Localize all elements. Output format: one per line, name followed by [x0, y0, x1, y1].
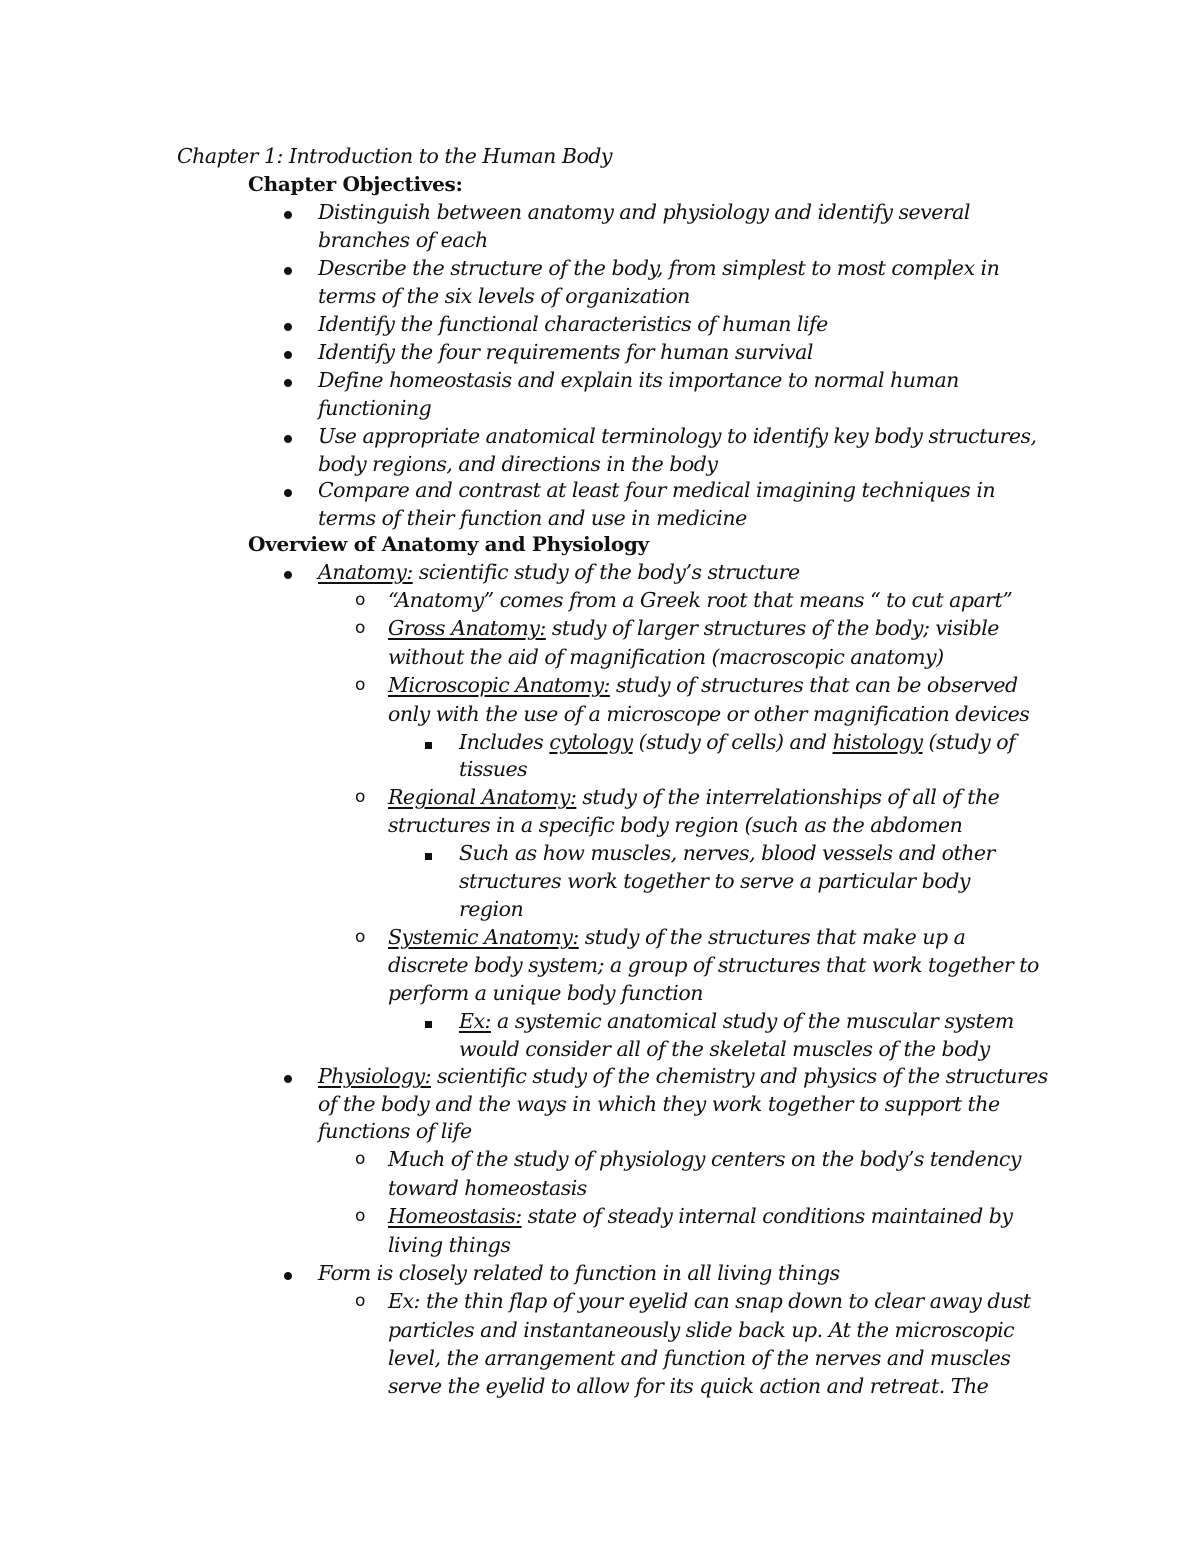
eyelid-example-line: particles and instantaneously slide back up. At the microscopic [388, 1318, 1015, 1342]
regional-anatomy-line: structures in a specific body region (such as the abdomen [388, 813, 963, 837]
objective-text: Describe the structure of the body, from simplest to most complex in [318, 256, 1000, 280]
sub-text: Includes [459, 730, 550, 754]
objective-text: Identify the functional characteristics of human life [318, 312, 828, 336]
microscopic-anatomy-line: only with the use of a microscope or other magnification devices [388, 702, 1030, 726]
definition-text: scientific study of the body’s structure [412, 560, 800, 584]
term-gross-anatomy: Gross Anatomy: [388, 616, 546, 640]
objective-text: terms of the six levels of organization [318, 284, 690, 308]
regional-sub-line: region [459, 897, 524, 921]
homeostasis-line [388, 1202, 1012, 1230]
objective-text: Distinguish between anatomy and physiology and identify several [318, 200, 970, 224]
sub-text: (study of cells) and [632, 730, 833, 754]
objective-text: body regions, and directions in the body [318, 452, 718, 476]
bullet-icon [284, 1062, 292, 1090]
bullet-icon [284, 366, 292, 394]
bullet-icon [284, 254, 292, 282]
eyelid-example-line: serve the eyelid to allow for its quick action and retreat. The [388, 1374, 989, 1398]
definition-text: study of structures that can be observed [609, 673, 1018, 697]
objectives-heading: Chapter Objectives: [248, 172, 463, 196]
circle-bullet-icon: o [355, 1206, 365, 1226]
bullet-icon [284, 310, 292, 338]
square-bullet-icon [425, 839, 432, 867]
bullet-icon [284, 422, 292, 450]
bullet-icon [284, 558, 292, 586]
eyelid-example-line: Ex: the thin flap of your eyelid can snap down to clear away dust [388, 1289, 1031, 1313]
term-regional-anatomy: Regional Anatomy: [388, 785, 577, 809]
bullet-icon [284, 198, 292, 226]
circle-bullet-icon: o [355, 675, 365, 695]
circle-bullet-icon: o [355, 927, 365, 947]
square-bullet-icon [425, 728, 432, 756]
objective-text: terms of their function and use in medicine [318, 506, 747, 530]
circle-bullet-icon: o [355, 1291, 365, 1311]
physiology-definition [318, 1062, 1048, 1090]
eyelid-example-line: level, the arrangement and function of the nerves and muscles [388, 1346, 1011, 1370]
objective-text: Compare and contrast at least four medical imagining techniques in [318, 478, 996, 502]
definition-text: state of steady internal conditions maintained by [521, 1204, 1013, 1228]
term-microscopic-anatomy: Microscopic Anatomy: [388, 673, 610, 697]
bullet-icon [284, 476, 292, 504]
greek-root-note: “Anatomy” comes from a Greek root that means “ to cut apart” [388, 588, 1013, 612]
objective-text: Define homeostasis and explain its importance to normal human [318, 368, 959, 392]
systemic-anatomy-line: discrete body system; a group of structures that work together to [388, 953, 1039, 977]
objective-text: Use appropriate anatomical terminology to identify key body structures, [318, 424, 1037, 448]
square-bullet-icon [425, 1007, 432, 1035]
example-text: a systemic anatomical study of the muscular system [490, 1009, 1014, 1033]
systemic-example-line [459, 1007, 1014, 1035]
form-function-line: Form is closely related to function in all living things [318, 1261, 840, 1285]
term-systemic-anatomy: Systemic Anatomy: [388, 925, 579, 949]
bullet-icon [284, 338, 292, 366]
page-title: Chapter 1: Introduction to the Human Body [177, 144, 612, 168]
objective-text: functioning [318, 396, 432, 420]
bullet-icon [284, 1259, 292, 1287]
regional-sub-line: structures work together to serve a particular body [459, 869, 970, 893]
circle-bullet-icon: o [355, 1149, 365, 1169]
overview-heading: Overview of Anatomy and Physiology [248, 532, 649, 556]
definition-text: study of the structures that make up a [578, 925, 966, 949]
objective-text: branches of each [318, 228, 488, 252]
physiology-line: of the body and the ways in which they work together to support the [318, 1092, 1000, 1116]
systemic-anatomy-line: perform a unique body function [388, 981, 703, 1005]
definition-text: study of larger structures of the body; visible [545, 616, 999, 640]
objective-text: Identify the four requirements for human survival [318, 340, 813, 364]
term-anatomy: Anatomy: [318, 560, 413, 584]
cytology-histology-line: tissues [459, 757, 528, 781]
term-cytology: cytology [549, 730, 633, 754]
physiology-sub-line: Much of the study of physiology centers on the body’s tendency [388, 1147, 1021, 1171]
term-homeostasis: Homeostasis: [388, 1204, 522, 1228]
systemic-example-line: would consider all of the skeletal muscles of the body [459, 1037, 990, 1061]
sub-text: (study of [922, 730, 1016, 754]
gross-anatomy-line: without the aid of magnification (macroscopic anatomy) [388, 645, 944, 669]
physiology-line: functions of life [318, 1119, 472, 1143]
anatomy-definition [318, 558, 800, 586]
definition-text: scientific study of the chemistry and physics of the structures [431, 1064, 1048, 1088]
term-histology: histology [832, 730, 923, 754]
circle-bullet-icon: o [355, 618, 365, 638]
gross-anatomy-line [388, 614, 999, 642]
microscopic-anatomy-line [388, 671, 1018, 699]
circle-bullet-icon: o [355, 787, 365, 807]
physiology-sub-line: toward homeostasis [388, 1176, 587, 1200]
term-physiology: Physiology: [318, 1064, 432, 1088]
regional-anatomy-line [388, 783, 999, 811]
regional-sub-line: Such as how muscles, nerves, blood vessels and other [459, 841, 995, 865]
term-ex: Ex: [459, 1009, 491, 1033]
homeostasis-line: living things [388, 1233, 511, 1257]
cytology-histology-line [459, 728, 1015, 756]
circle-bullet-icon: o [355, 590, 365, 610]
systemic-anatomy-line [388, 923, 965, 951]
definition-text: study of the interrelationships of all of the [576, 785, 1000, 809]
